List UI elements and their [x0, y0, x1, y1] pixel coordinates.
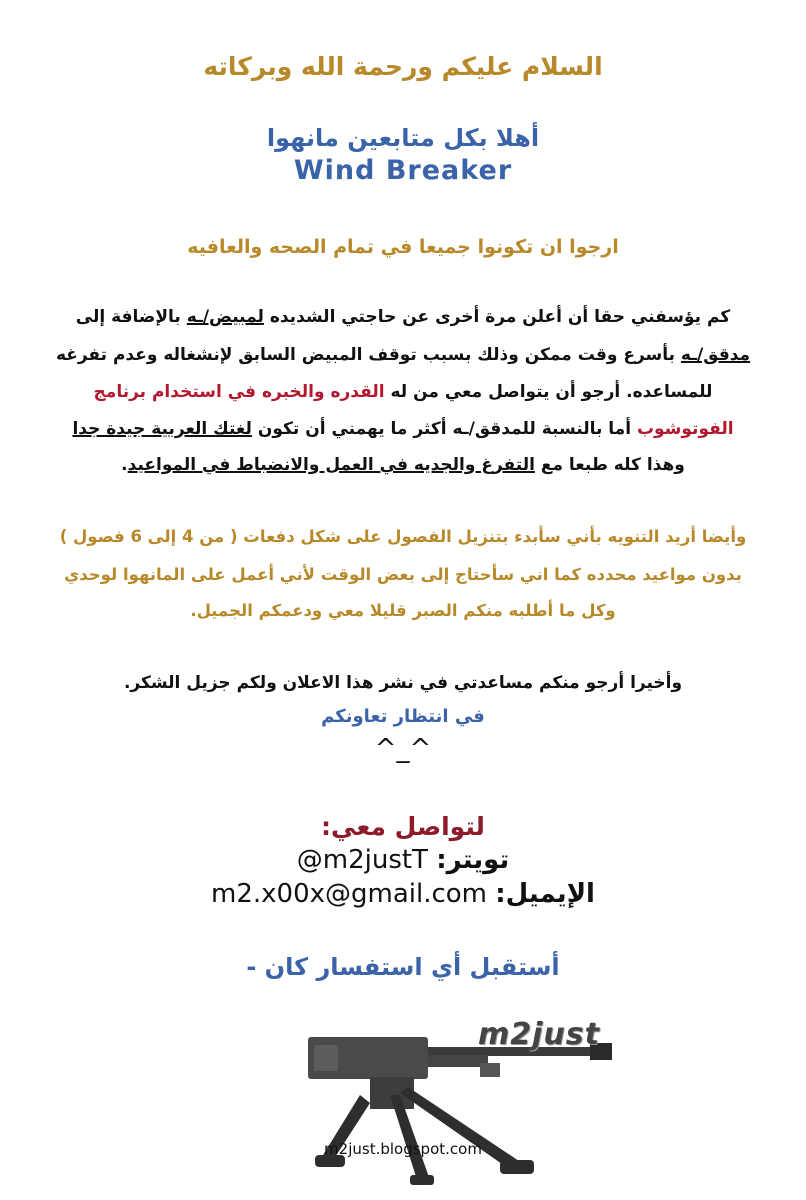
- greeting: السلام عليكم ورحمة الله وبركاته: [203, 52, 603, 81]
- request-highlight-commitment: التفرغ والجديه في العمل والانضباط في المواعيد: [127, 455, 535, 475]
- request-highlight-skills: القدره والخبره في استخدام برنامج: [93, 382, 385, 402]
- request-text: بالإضافة إلى: [75, 307, 187, 327]
- request-line-5: [0, 455, 806, 475]
- blog-url[interactable]: m2just.blogspot.com: [324, 1140, 482, 1158]
- request-text: أما بالنسبة للمدقق/ـه أكثر ما يهمني أن تكون: [251, 419, 637, 439]
- request-highlight-proofreader: مدقق/ـه: [680, 345, 751, 365]
- request-text: بأسرع وقت ممكن وذلك بسبب توقف المبيض السابق لإنشغاله وعدم تفرغه: [55, 345, 681, 365]
- welcome-line: أهلا بكل متابعين مانهوا: [266, 124, 540, 152]
- notice-line-2: بدون مواعيد محدده كما اني سأحتاج إلى بعض الوقت لأني أعمل على المانهوا لوحدي: [64, 565, 742, 584]
- twitter-label: تويتر:: [436, 845, 510, 875]
- request-text: للمساعده. أرجو أن يتواصل معي من له: [384, 382, 713, 402]
- inquiries-line: أستقبل أي استفسار كان -: [246, 953, 560, 981]
- series-title: Wind Breaker: [293, 155, 513, 186]
- contact-heading: لتواصل معي:: [321, 812, 485, 841]
- request-highlight-photoshop: الفوتوشوب: [636, 419, 734, 439]
- request-line-4: [0, 419, 806, 439]
- request-line-2: [0, 345, 806, 365]
- request-line-1: [0, 307, 806, 327]
- contact-email: [0, 879, 806, 909]
- brand-logo-text: m2just: [478, 1017, 600, 1052]
- wish-line: ارجوا ان تكونوا جميعا في تمام الصحه والعافيه: [187, 236, 619, 258]
- request-text: كم يؤسفني حقا أن أعلن مرة أخرى عن حاجتي الشديده: [263, 307, 731, 327]
- request-highlight-cleaner: لمبيض/ـه: [186, 307, 264, 327]
- email-label: الإيميل:: [495, 879, 595, 909]
- contact-twitter: [0, 845, 806, 875]
- notice-line-1: وأيضا أريد التنويه بأني سأبدء بتنزيل الفصول على شكل دفعات ( من 4 إلى 6 فصول ): [59, 527, 747, 546]
- waiting-line: في انتظار تعاونكم: [321, 706, 485, 727]
- request-line-3: [0, 382, 806, 402]
- request-text: .: [121, 455, 128, 475]
- notice-line-3: وكل ما أطلبه منكم الصبر قليلا معي ودعمكم الجميل.: [190, 601, 616, 620]
- twitter-handle[interactable]: m2justT@: [296, 845, 428, 875]
- request-text: وهذا كله طبعا مع: [534, 455, 685, 475]
- site-logo: [300, 1015, 620, 1190]
- email-address[interactable]: m2.x00x@gmail.com: [211, 879, 488, 909]
- request-highlight-arabic: لغتك العربية جيدة جدا: [72, 419, 252, 439]
- emoticon: ^_^: [374, 734, 432, 764]
- closing-line: وأخيرا أرجو منكم مساعدتي في نشر هذا الاعلان ولكم جزيل الشكر.: [123, 673, 683, 693]
